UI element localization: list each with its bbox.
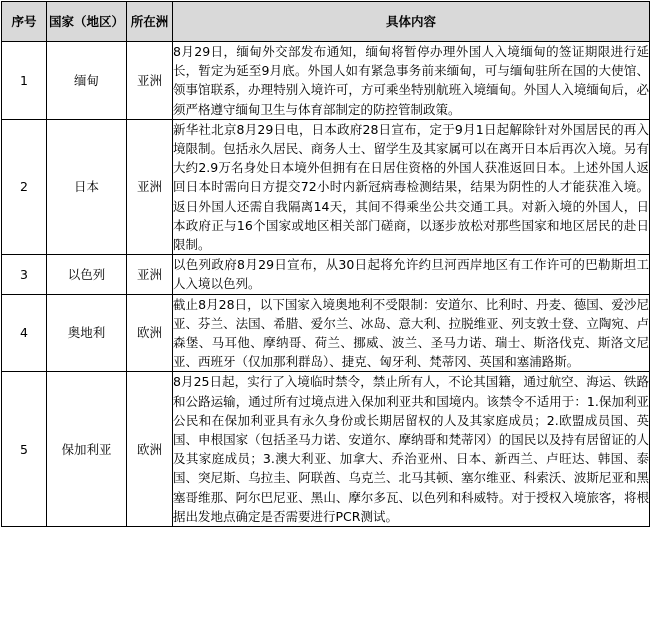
row-continent: 欧洲 — [127, 372, 173, 527]
row-content: 以色列政府8月29日宣布，从30日起将允许约旦河西岸地区有工作许可的巴勒斯坦工人入境以色列。 — [173, 255, 650, 294]
table-row — [2, 372, 650, 527]
row-seq: 2 — [2, 119, 47, 254]
row-content: 8月25日起，实行了入境临时禁令，禁止所有人，不论其国籍，通过航空、海运、铁路和公路运输，通过所有过境点进入保加利亚共和国境内。该禁令不适用于：1.保加利亚公民和在保加利亚具有永久身份或长期居留权的人及其家庭成员；2.欧盟成员国、英国、申根国家（包括圣马力诺、安道尔、摩纳哥和梵蒂冈）的国民以及持有居留证的人及其家庭成员；3.澳大利亚、加拿大、乔治亚州、日本、新西兰、卢旺达、韩国、泰国、突尼斯、乌拉圭、阿联酋、乌克兰、北马其顿、塞尔维亚、科索沃、波斯尼亚和黑塞哥维那、阿尔巴尼亚、黑山、摩尔多瓦、以色列和科威特。对于授权入境旅客，将根据出发地点确定是否需要进行PCR测试。 — [173, 372, 650, 527]
table-row — [2, 255, 650, 294]
header-country: 国家（地区） — [47, 2, 127, 42]
header-row — [2, 2, 650, 42]
row-country: 日本 — [47, 119, 127, 254]
table-row — [2, 119, 650, 254]
row-seq: 3 — [2, 255, 47, 294]
row-continent: 欧洲 — [127, 294, 173, 372]
row-country: 以色列 — [47, 255, 127, 294]
row-continent: 亚洲 — [127, 42, 173, 120]
table-row — [2, 42, 650, 120]
header-seq: 序号 — [2, 2, 47, 42]
table-row — [2, 294, 650, 372]
row-seq: 5 — [2, 372, 47, 527]
row-continent: 亚洲 — [127, 255, 173, 294]
row-seq: 1 — [2, 42, 47, 120]
row-seq: 4 — [2, 294, 47, 372]
header-continent: 所在洲 — [127, 2, 173, 42]
row-continent: 亚洲 — [127, 119, 173, 254]
row-content: 截止8月28日，以下国家入境奥地利不受限制：安道尔、比利时、丹麦、德国、爱沙尼亚、芬兰、法国、希腊、爱尔兰、冰岛、意大利、拉脱维亚、列支敦士登、立陶宛、卢森堡、马耳他、摩纳哥、荷兰、挪威、波兰、圣马力诺、瑞士、斯洛伐克、斯洛文尼亚、西班牙（仅加那利群岛）、捷克、匈牙利、梵蒂冈、英国和塞浦路斯。 — [173, 294, 650, 372]
row-content: 8月29日，缅甸外交部发布通知，缅甸将暂停办理外国人入境缅甸的签证期限进行延长，暂定为延至9月底。外国人如有紧急事务前来缅甸，可与缅甸驻所在国的大使馆、领事馆联系，办理特别入境许可，方可乘坐特别航班入境缅甸。外国人入境缅甸后，必须严格遵守缅甸卫生与体育部制定的防控管制政策。 — [173, 42, 650, 120]
header-content: 具体内容 — [173, 2, 650, 42]
row-country: 保加利亚 — [47, 372, 127, 527]
policy-table — [1, 1, 650, 527]
row-country: 奥地利 — [47, 294, 127, 372]
row-country: 缅甸 — [47, 42, 127, 120]
row-content: 新华社北京8月29日电，日本政府28日宣布，定于9月1日起解除针对外国居民的再入境限制。包括永久居民、商务人士、留学生及其家属可以在离开日本后再次入境。另有大约2.9万名身处日本境外但拥有在日居住资格的外国人获准返回日本。上述外国人返回日本时需向日方提交72小时内新冠病毒检测结果，结果为阴性的人才能获准入境。返日外国人还需自我隔离14天，其间不得乘坐公共交通工具。对新入境的外国人，日本政府正与16个国家或地区相关部门磋商，以逐步放松对那些国家和地区居民的赴日限制。 — [173, 119, 650, 254]
